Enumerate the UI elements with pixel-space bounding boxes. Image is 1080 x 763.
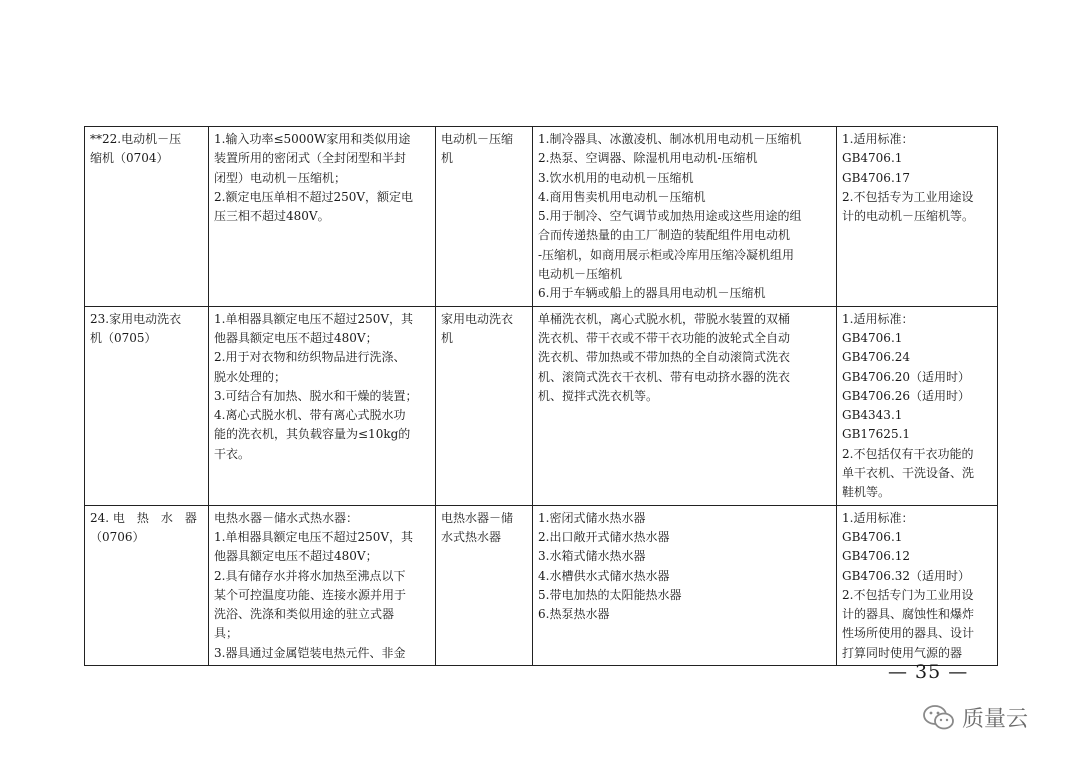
cell-text-line: 机、搅拌式洗衣机等。 [538, 388, 659, 403]
cell-text-line: 1.密闭式储水热水器 [538, 510, 646, 525]
cell-text-line: GB4706.32（适用时） [842, 568, 971, 583]
cell-text-line: 闭型）电动机－压缩机； [214, 170, 347, 185]
table-row [85, 505, 998, 665]
cell-text-line: 具； [214, 626, 239, 641]
wechat-icon [922, 704, 956, 732]
page-number: — 35 — [888, 661, 969, 683]
cell-text-line: 2.额定电压单相不超过250V，额定电 [214, 189, 414, 204]
examples-cell [533, 306, 837, 505]
cell-text-line: 1.单相器具额定电压不超过250V，其 [214, 529, 414, 544]
product-catalog-table [84, 126, 998, 666]
cell-text-line: 电热水器－储水式热水器： [214, 510, 359, 525]
table-row [85, 127, 998, 307]
cell-text-line: 3.器具通过金属铠装电热元件、非金 [214, 645, 406, 660]
cell-text-line: 3.饮水机用的电动机－压缩机 [538, 170, 694, 185]
cell-text-line: 4.水槽供水式储水热水器 [538, 568, 670, 583]
cell-text-line: 压三相不超过480V。 [214, 209, 330, 224]
cell-text-line: GB4706.20（适用时） [842, 369, 971, 384]
cell-text-line: 能的洗衣机，其负载容量为≤10kg的 [214, 427, 411, 442]
cell-text-line: 2.不包括专为工业用途设 [842, 189, 974, 204]
cell-text-line: **22.电动机－压 [90, 132, 182, 146]
cell-text-line: 某个可控温度功能、连接水源并用于 [214, 587, 407, 602]
cell-text-line: GB4706.1 [842, 151, 903, 166]
cell-text-line: 缩机（0704） [90, 151, 169, 166]
cell-text-line: 洗衣机、带加热或不带加热的全自动滚筒式洗衣 [538, 350, 791, 365]
cell-text-line: 1.适用标准： [842, 132, 914, 146]
cell-text-line: 6.热泵热水器 [538, 607, 610, 622]
category-cell [436, 505, 533, 665]
cell-text-line: 1.制冷器具、冰激凌机、制冰机用电动机－压缩机 [538, 132, 802, 146]
product-cell [85, 505, 209, 665]
watermark-text: 质量云 [962, 707, 1029, 732]
cell-text-line: 1.单相器具额定电压不超过250V，其 [214, 311, 414, 326]
cell-text-line: 1.输入功率≤5000W家用和类似用途 [214, 132, 411, 146]
scope-cell [209, 127, 436, 307]
cell-text-line: 他器具额定电压不超过480V； [214, 330, 378, 345]
standards-cell [837, 505, 998, 665]
cell-text-line: 2.不包括仅有干衣功能的 [842, 446, 974, 461]
cell-text-line: （0706） [90, 529, 145, 544]
cell-text-line: 他器具额定电压不超过480V； [214, 549, 378, 564]
cell-text-line: 鞋机等。 [842, 485, 891, 500]
cell-text-line: 2.出口敞开式储水热水器 [538, 529, 670, 544]
scope-cell [209, 306, 436, 505]
cell-text-line: GB4706.12 [842, 549, 911, 564]
cell-text-line: 性场所使用的器具、设计 [842, 626, 975, 641]
cell-text-line: 电动机－压缩机 [538, 267, 623, 282]
product-cell [85, 127, 209, 307]
cell-text-line: 机、滚筒式洗衣干衣机、带有电动挤水器的洗衣 [538, 369, 791, 384]
cell-text-line: 装置所用的密闭式（全封闭型和半封 [214, 151, 407, 166]
cell-text-line: 1.适用标准： [842, 510, 914, 525]
cell-text-line: 洗浴、洗涤和类似用途的驻立式器 [214, 607, 395, 622]
cell-text-line: 3.可结合有加热、脱水和干燥的装置； [214, 388, 418, 403]
cell-text-line: 计的器具、腐蚀性和爆炸 [842, 607, 975, 622]
cell-text-line: 家用电动洗衣 [441, 311, 514, 326]
cell-text-line: 电动机－压缩 [441, 132, 514, 146]
examples-cell [533, 505, 837, 665]
cell-text-line: 计的电动机－压缩机等。 [842, 209, 975, 224]
category-cell [436, 127, 533, 307]
cell-text-line: 干衣。 [214, 446, 251, 461]
cell-text-line: GB4706.1 [842, 529, 903, 544]
cell-text-line: 6.用于车辆或船上的器具用电动机－压缩机 [538, 286, 766, 301]
examples-cell [533, 127, 837, 307]
cell-text-line: 电热水器－储 [441, 510, 514, 525]
standards-cell [837, 127, 998, 307]
cell-text-line: 4.商用售卖机用电动机－压缩机 [538, 189, 706, 204]
cell-text-line: 5.带电加热的太阳能热水器 [538, 587, 682, 602]
cell-text-line: 机（0705） [90, 330, 157, 345]
table-row [85, 306, 998, 505]
cell-text-line: GB17625.1 [842, 427, 911, 442]
cell-text-line: 24. 电 热 水 器 [90, 510, 197, 525]
watermark [922, 702, 1028, 733]
scope-cell [209, 505, 436, 665]
cell-text-line: 1.适用标准： [842, 311, 914, 326]
cell-text-line: 4.离心式脱水机、带有离心式脱水功 [214, 408, 406, 423]
cell-text-line: GB4706.24 [842, 350, 911, 365]
cell-text-line: 打算同时使用气源的器 [842, 645, 963, 660]
standards-cell [837, 306, 998, 505]
cell-text-line: 3.水箱式储水热水器 [538, 549, 646, 564]
cell-text-line: 单干衣机、干洗设备、洗 [842, 466, 975, 481]
cell-text-line: GB4706.1 [842, 330, 903, 345]
cell-text-line: 水式热水器 [441, 529, 502, 544]
cell-text-line: 机 [441, 151, 454, 166]
cell-text-line: 机 [441, 330, 454, 345]
cell-text-line: 2.不包括专门为工业用设 [842, 587, 974, 602]
cell-text-line: -压缩机，如商用展示柜或冷库用压缩冷凝机组用 [538, 247, 795, 262]
cell-text-line: 23.家用电动洗衣 [90, 311, 182, 326]
cell-text-line: 5.用于制冷、空气调节或加热用途或这些用途的组 [538, 209, 802, 224]
product-cell [85, 306, 209, 505]
cell-text-line: 2.用于对衣物和纺织物品进行洗涤、 [214, 350, 406, 365]
cell-text-line: 脱水处理的； [214, 369, 287, 384]
category-cell [436, 306, 533, 505]
cell-text-line: 2.具有储存水并将水加热至沸点以下 [214, 568, 406, 583]
cell-text-line: 洗衣机、带干衣或不带干衣功能的波轮式全自动 [538, 330, 791, 345]
cell-text-line: GB4706.17 [842, 170, 911, 185]
cell-text-line: GB4343.1 [842, 408, 903, 423]
cell-text-line: GB4706.26（适用时） [842, 388, 971, 403]
cell-text-line: 合而传递热量的由工厂制造的装配组件用电动机 [538, 228, 791, 243]
cell-text-line: 单桶洗衣机，离心式脱水机，带脱水装置的双桶 [538, 311, 791, 326]
cell-text-line: 2.热泵、空调器、除湿机用电动机-压缩机 [538, 151, 758, 166]
